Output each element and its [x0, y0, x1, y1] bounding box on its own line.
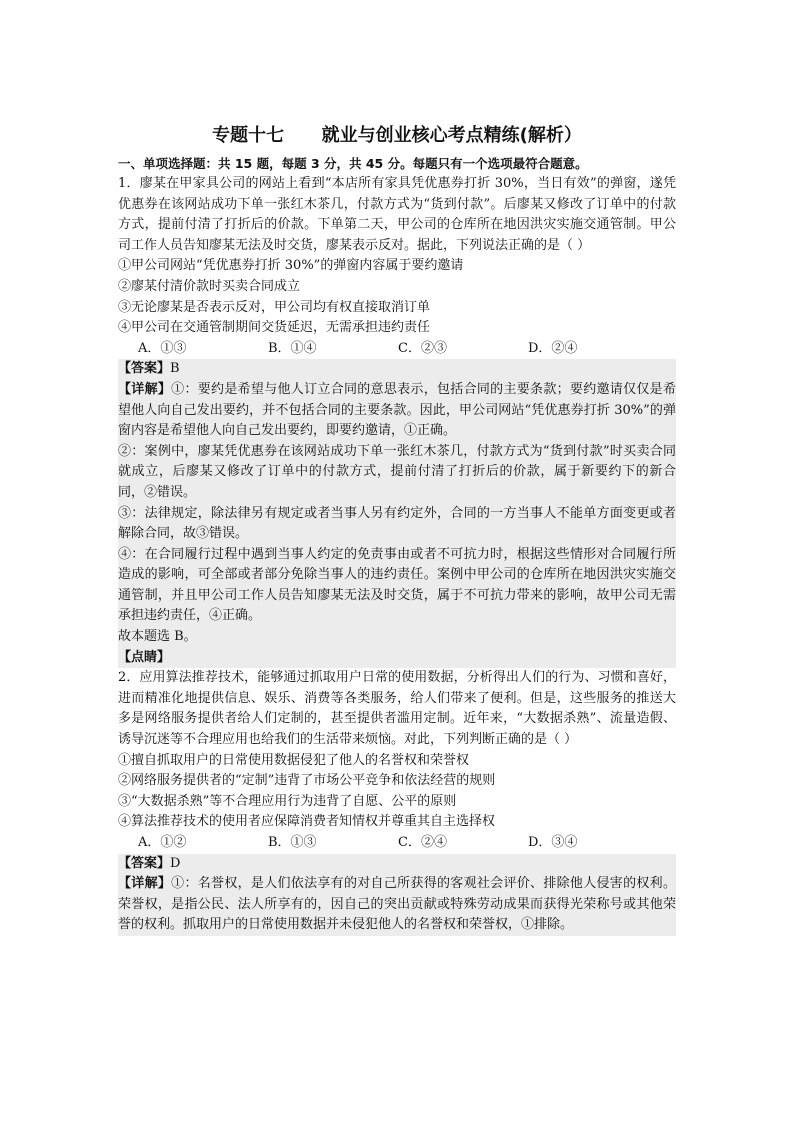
q2-detail: [118, 874, 676, 936]
q1-detail: [118, 380, 676, 442]
section-header: 一、单项选择题：共 15 题，每题 3 分，共 45 分。每题只有一个选项最符合题意。: [118, 156, 588, 171]
answer-label: 【答案】: [118, 361, 171, 377]
answer-value: B: [170, 361, 180, 377]
q1-detail: ②：案例中，廖某凭优惠券在该网站成功下单一张红木茶几，付款方式为“货到付款”时买卖合同就成立，后廖某又修改了订单中的付款方式，提前付清了打折后的价款，属于新要约下的新合同，②错误。: [118, 443, 676, 500]
answer-label: 【答案】: [118, 855, 171, 871]
q1-detail: ④：在合同履行过程中遇到当事人约定的免责事由或者不可抗力时，根据这些情形对合同履行所造成的影响，可全部或者部分免除当事人的违约责任。案例中甲公司的仓库所在地因洪灾实施交通管制，并且甲公司工作人员告知廖某无法及时交货，属于不可抗力带来的影响，故甲公司无需承担违约责任，④正确。: [118, 546, 676, 624]
q2-options: [118, 833, 676, 854]
q1-detail: ③：法律规定，除法律另有规定或者当事人另有约定外，合同的一方当事人不能单方面变更或者解除合同，故③错误。: [118, 505, 676, 542]
q1-comment: [118, 648, 676, 669]
q1-option-c: C．②③: [398, 340, 447, 356]
q2-answer: [118, 854, 676, 875]
q1-option-b: B．①④: [268, 340, 317, 356]
q2-statement: ②网络服务提供者的“定制”违背了市场公平竞争和依法经营的规则: [118, 773, 496, 789]
q2-option-a: A．①②: [138, 835, 187, 850]
q2-option-b: B．①③: [268, 835, 317, 850]
q2-statement: ④算法推荐技术的使用者应保障消费者知情权并尊重其自主选择权: [118, 814, 496, 830]
q2-option-c: C．②④: [398, 835, 447, 850]
q2-option-d: D．③④: [528, 835, 578, 850]
q1-statement: ④甲公司在交通管制期间交货延迟，无需承担违约责任: [118, 320, 431, 336]
q1-options: [118, 339, 676, 360]
q2-statement: ①擅自抓取用户的日常使用数据侵犯了他人的名誉权和荣誉权: [118, 752, 470, 768]
q1-statement: ①甲公司网站“凭优惠券打折 30%”的弹窗内容属于要约邀请: [118, 258, 464, 274]
detail-label: 【详解】: [118, 876, 172, 892]
q2-analysis-block: [118, 854, 676, 936]
detail-text: ①：名誉权，是人们依法享有的对自己所获得的客观社会评价、排除他人侵害的权利。荣誉权，是指公民、法人所享有的，因自己的突出贡献或特殊劳动成果而获得光荣称号或其他荣誉的权利。抓取用户的日常使用数据并未侵犯他人的名誉权和荣誉权，①排除。: [118, 876, 676, 933]
q1-option-a: A．①③: [138, 340, 187, 356]
q1-option-d: D．②④: [528, 340, 578, 356]
q1-statement: ②廖某付清价款时买卖合同成立: [118, 278, 301, 294]
document-page: [118, 120, 676, 936]
q1-answer: [118, 359, 676, 380]
q2-statement: ③“大数据杀熟”等不合理应用行为违背了自愿、公平的原则: [118, 793, 457, 809]
detail-label: 【详解】: [118, 381, 172, 397]
q2-stem: 2．应用算法推荐技术，能够通过抓取用户日常的使用数据，分析得出人们的行为、习惯和喜好，进而精准化地提供信息、娱乐、消费等各类服务，给人们带来了便利。但是，这些服务的推送大多是网络服务提供者给人们定制的，甚至提供者滥用定制。近年来，“大数据杀熟”、流量造假、诱导沉迷等不合理应用也给我们的生活带来烦恼。对此，下列判断正确的是（ ）: [118, 670, 676, 748]
q1-analysis-block: [118, 359, 676, 668]
q1-conclusion: 故本题选 B。: [118, 629, 197, 645]
q1-stem: 1．廖某在甲家具公司的网站上看到“本店所有家具凭优惠券打折 30%，当日有效”的弹窗，遂凭优惠券在该网站成功下单一张红木茶几，付款方式为“货到付款”。后廖某又修改了订单中的付款方式，提前付清了打折后的价款。下单第二天，甲公司的仓库所在地因洪灾实施交通管制。甲公司工作人员告知廖某无法及时交货，廖某表示反对。据此，下列说法正确的是（ ）: [118, 176, 676, 253]
page-title: 专题十七 就业与创业核心考点精练(解析）: [212, 125, 582, 146]
q1-statement: ③无论廖某是否表示反对，甲公司均有权直接取消订单: [118, 299, 431, 315]
answer-value: D: [170, 855, 181, 871]
detail-text: ①：要约是希望与他人订立合同的意思表示，包括合同的主要条款；要约邀请仅仅是希望他人向自己发出要约，并不包括合同的主要条款。因此，甲公司网站“凭优惠券打折 30%”的弹窗内容是希望他人向自己发出要约，即要约邀请，①正确。: [118, 381, 676, 439]
comment-label: 【点睛】: [118, 649, 171, 665]
